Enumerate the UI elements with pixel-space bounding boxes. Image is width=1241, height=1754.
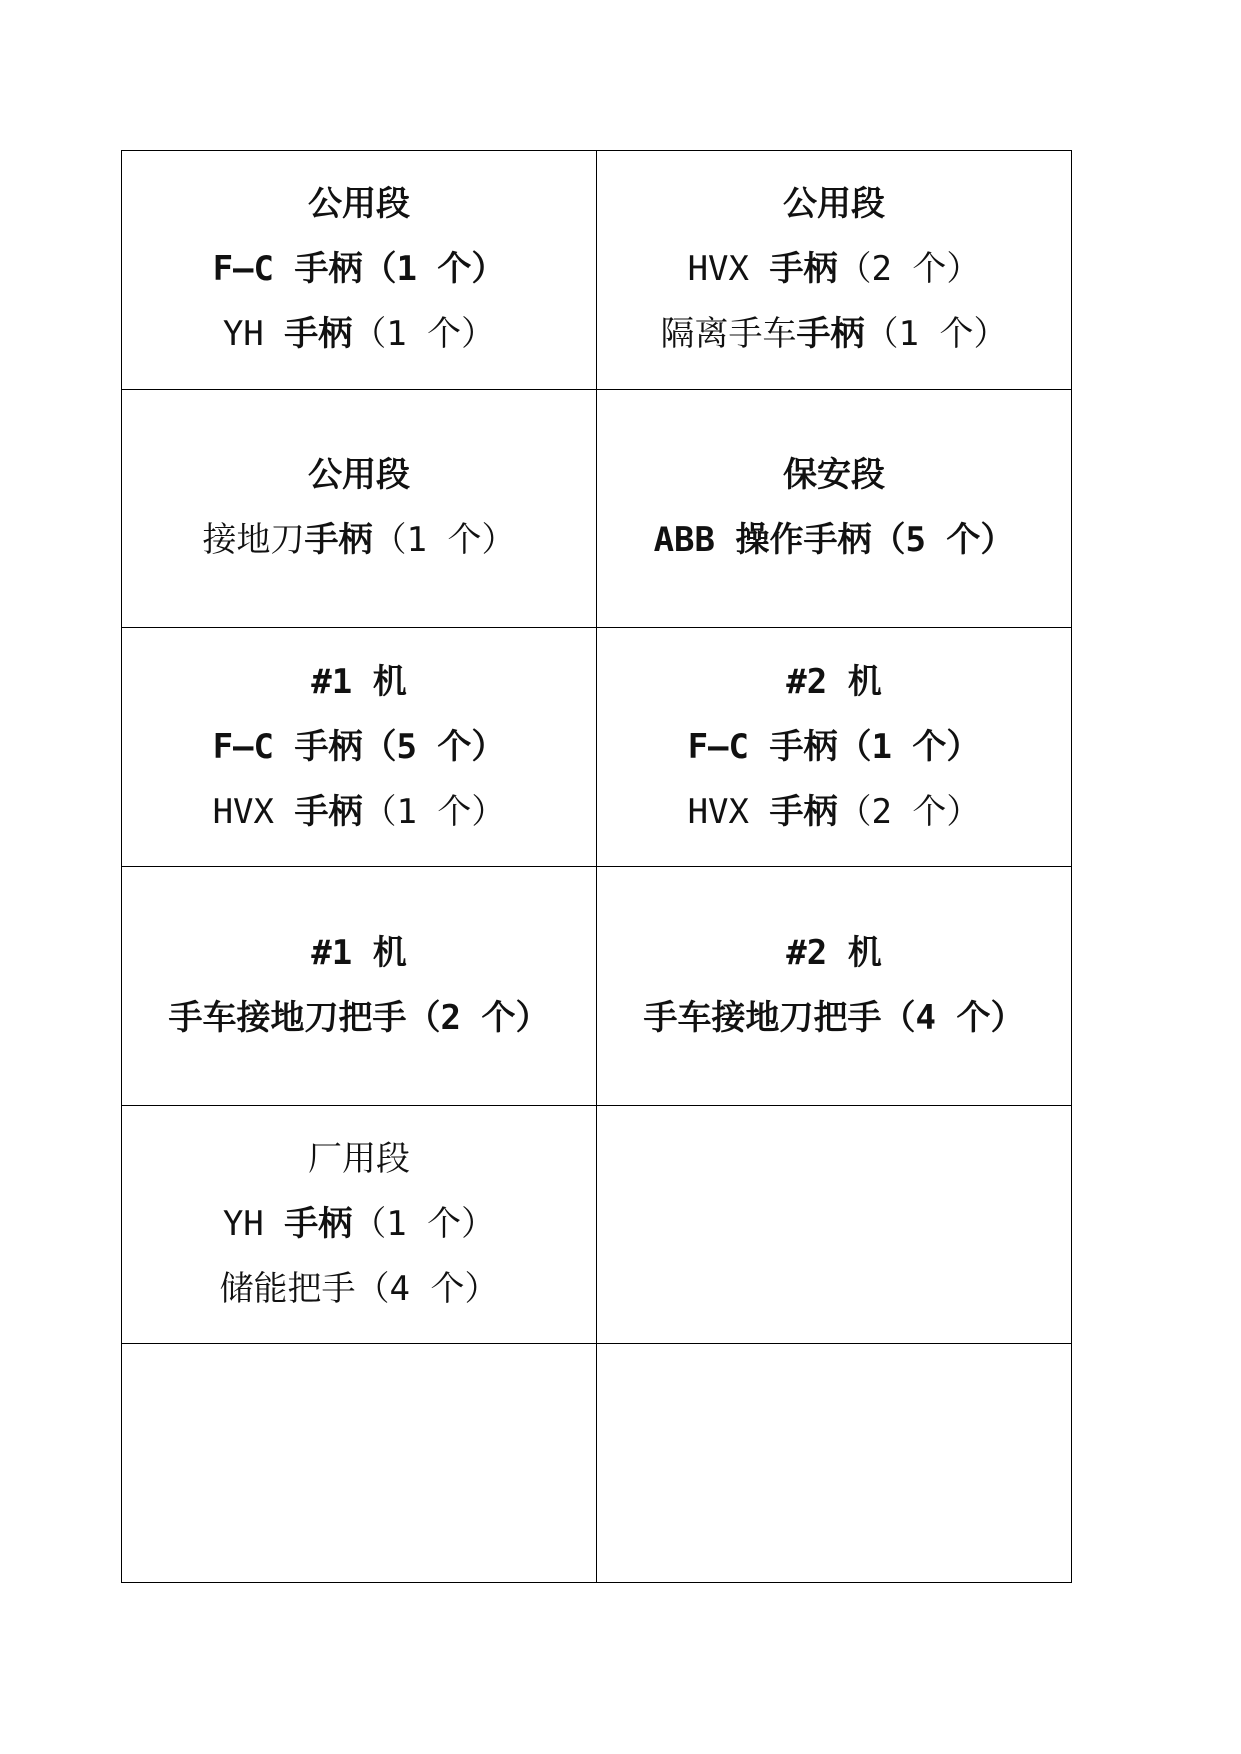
label-cell [122, 1105, 597, 1344]
table-row [122, 628, 1072, 867]
label-cell [597, 866, 1072, 1105]
label-text: 公用段 [783, 184, 885, 225]
label-text: （1 个） [372, 520, 516, 561]
table-row [122, 866, 1072, 1105]
label-line [597, 986, 1071, 1051]
label-line [597, 172, 1071, 237]
label-line [122, 650, 596, 715]
table-row [122, 1105, 1072, 1344]
label-text: 手柄 [304, 520, 373, 561]
label-line [122, 1192, 596, 1257]
label-line [122, 780, 596, 845]
table-row [122, 389, 1072, 628]
label-text: （2 个） [837, 791, 981, 832]
label-text: 保安段 [783, 455, 885, 496]
label-text: 公用段 [308, 184, 410, 225]
label-cell [122, 151, 597, 390]
label-line [122, 715, 596, 780]
label-line [122, 986, 596, 1051]
label-cell [597, 389, 1072, 628]
label-text: （2 个） [837, 249, 981, 290]
label-text: （1 个） [864, 314, 1008, 355]
label-line [122, 237, 596, 302]
label-text: 公用段 [308, 455, 410, 496]
label-text: 储能把手（4 个） [219, 1268, 499, 1309]
empty-cell [597, 1105, 1072, 1344]
label-line [597, 921, 1071, 986]
label-line [122, 921, 596, 986]
label-line [122, 172, 596, 237]
label-text: 手车接地刀把手（2 个） [168, 997, 550, 1038]
label-text: 手柄 [769, 249, 838, 290]
label-text: YH [222, 314, 285, 355]
label-text: 隔离手车 [660, 314, 797, 355]
label-text: HVX [687, 249, 770, 290]
label-text: （1 个） [362, 791, 506, 832]
label-text: 手柄 [284, 1203, 353, 1244]
label-cell [122, 866, 597, 1105]
label-line [597, 508, 1071, 573]
label-line [122, 302, 596, 367]
label-line [597, 302, 1071, 367]
label-line [597, 715, 1071, 780]
label-line [597, 237, 1071, 302]
label-line [122, 1127, 596, 1192]
label-line [597, 780, 1071, 845]
label-text: 手车接地刀把手（4 个） [643, 997, 1025, 1038]
label-text: 手柄 [284, 314, 353, 355]
label-text: ABB 操作手柄（5 个） [653, 520, 1015, 561]
label-line [122, 508, 596, 573]
label-text: 手柄 [796, 314, 865, 355]
label-text: 接地刀 [202, 520, 305, 561]
label-line [122, 1257, 596, 1322]
label-text: 手柄 [769, 791, 838, 832]
label-line [122, 443, 596, 508]
label-cell [597, 151, 1072, 390]
empty-cell [122, 1344, 597, 1583]
label-cell [122, 389, 597, 628]
label-text: （1 个） [352, 314, 496, 355]
label-cell [597, 628, 1072, 867]
label-text: F—C 手柄（1 个） [687, 726, 981, 767]
label-line [597, 443, 1071, 508]
empty-cell [597, 1344, 1072, 1583]
label-text: #2 机 [786, 932, 882, 973]
label-line [597, 650, 1071, 715]
label-text: HVX [212, 791, 295, 832]
label-text: F—C 手柄（5 个） [212, 726, 506, 767]
table-row [122, 151, 1072, 390]
label-text: #2 机 [786, 661, 882, 702]
label-text: #1 机 [311, 932, 407, 973]
label-cell [122, 628, 597, 867]
label-text: YH [222, 1203, 285, 1244]
table-row [122, 1344, 1072, 1583]
handle-inventory-table [121, 150, 1072, 1583]
label-text: #1 机 [311, 661, 407, 702]
label-text: 厂用段 [308, 1138, 410, 1179]
label-text: 手柄 [294, 791, 363, 832]
table-body [122, 151, 1072, 1583]
label-text: F—C 手柄（1 个） [212, 249, 506, 290]
label-text: HVX [687, 791, 770, 832]
label-text: （1 个） [352, 1203, 496, 1244]
